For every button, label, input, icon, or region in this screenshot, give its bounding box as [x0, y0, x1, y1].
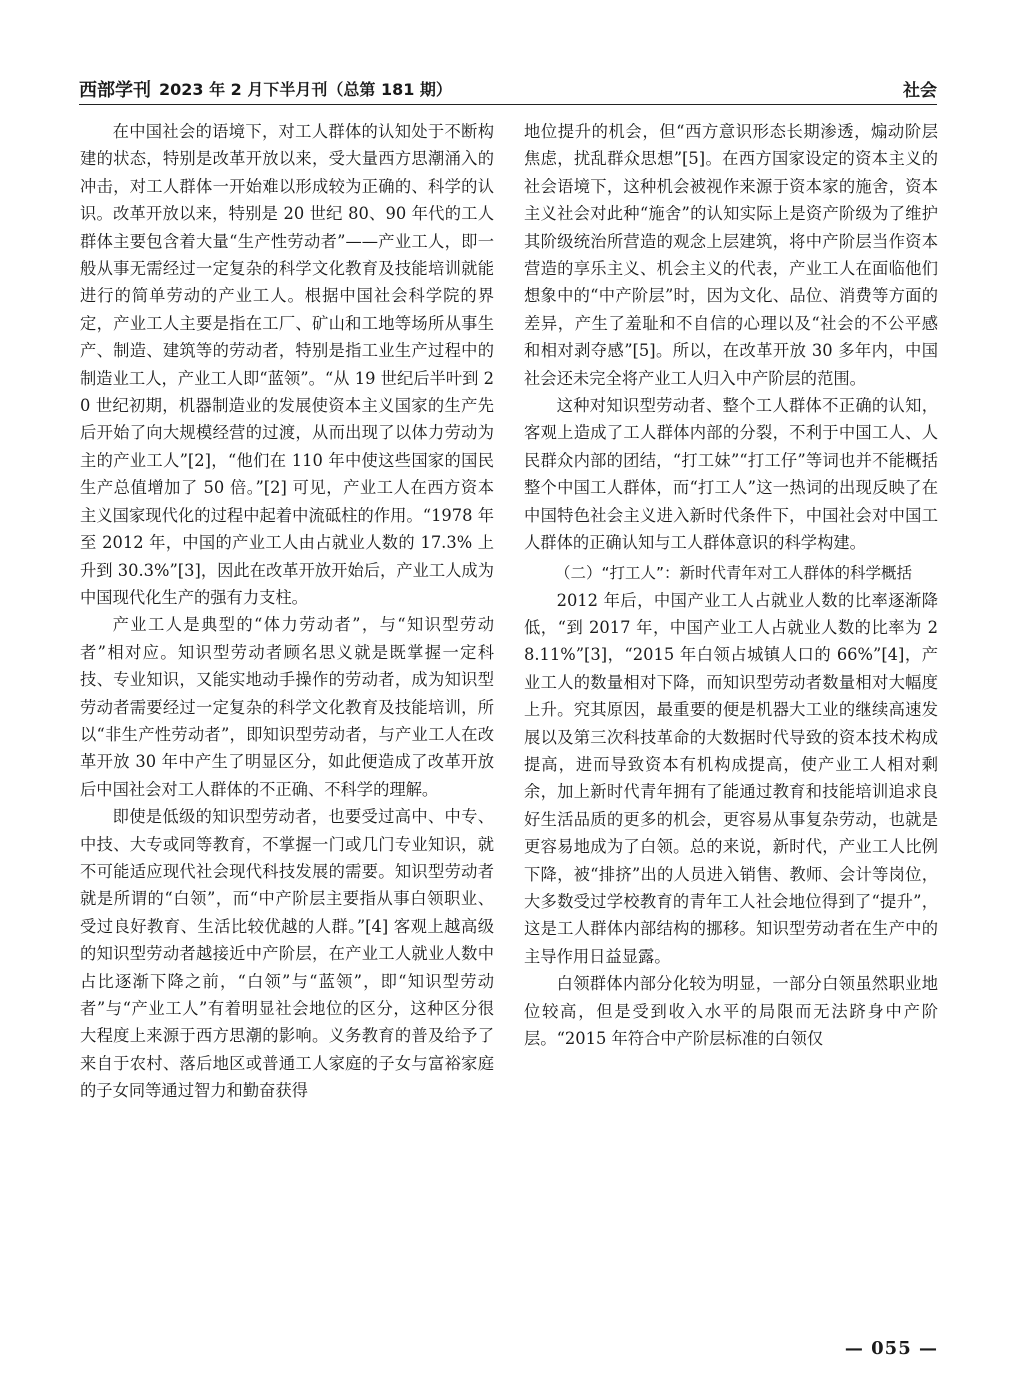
- paragraph: 这种对知识型劳动者、整个工人群体不正确的认知，客观上造成了工人群体内部的分裂，不利于中国工人、人民群众内部的团结，“打工妹”“打工仔”等词也并不能概括整个中国工人群体，而“打工人”这一热词的出现反映了在中国特色社会主义进入新时代条件下，中国社会对中国工人群体的正确认知与工人群体意识的科学构建。: [524, 396, 938, 553]
- section-name: 社会: [903, 81, 937, 101]
- section-heading: （二）“打工人”：新时代青年对工人群体的科学概括: [555, 563, 913, 582]
- left-column: [80, 118, 494, 1105]
- paragraph: 在中国社会的语境下，对工人群体的认知处于不断构建的状态，特别是改革开放以来，受大量西方思潮涌入的冲击，对工人群体一开始难以形成较为正确的、科学的认识。改革开放以来，特别是 20 世纪 80、90 年代的工人群体主要包含着大量“生产性劳动者”——产业工人，即一般从事无需经过一定复杂的科学文化教育及技能培训就能进行的简单劳动的产业工人。根据中国社会科学院的界定，产业工人主要是指在工厂、矿山和工地等场所从事生产、制造、建筑等的劳动者，特别是指工业生产过程中的制造业工人，产业工人即“蓝领”。“从 19 世纪后半叶到 20 世纪初期，机器制造业的发展使资本主义国家的生产先后开始了向大规模经营的过渡，从而出现了以体力劳动为主的产业工人”[2]，“他们在 110 年中使这些国家的国民生产总值增加了 50 倍。”[2] 可见，产业工人在西方资本主义国家现代化的过程中起着中流砥柱的作用。“1978 年至 2012 年，中国的产业工人由占就业人数的 17.3% 上升到 30.3%”[3]，因此在改革开放开始后，产业工人成为中国现代化生产的强有力支柱。: [80, 122, 494, 607]
- paragraph-continued: 地位提升的机会，但“西方意识形态长期渗透，煽动阶层焦虑，扰乱群众思想”[5]。在西方国家设定的资本主义的社会语境下，这种机会被视作来源于资本家的施舍，资本主义社会对此种“施舍”的认知实际上是资产阶级为了维护其阶级统治所营造的观念上层建筑，将中产阶层当作资本营造的享乐主义、机会主义的代表，产业工人在面临他们想象中的“中产阶层”时，因为文化、品位、消费等方面的差异，产生了羞耻和不自信的心理以及“社会的不公平感和相对剥夺感”[5]。所以，在改革开放 30 多年内，中国社会还未完全将产业工人归入中产阶层的范围。: [524, 122, 938, 388]
- paragraph: 即使是低级的知识型劳动者，也要受过高中、中专、中技、大专或同等教育，不掌握一门或几门专业知识，就不可能适应现代社会现代科技发展的需要。知识型劳动者就是所谓的“白领”，而“中产阶层主要指从事白领职业、受过良好教育、生活比较优越的人群。”[4] 客观上越高级的知识型劳动者越接近中产阶层，在产业工人就业人数中占比逐渐下降之前，“白领”与“蓝领”，即“知识型劳动者”与“产业工人”有着明显社会地位的区分，这种区分很大程度上来源于西方思潮的影响。义务教育的普及给予了来自于农村、落后地区或普通工人家庭的子女与富裕家庭的子女同等通过智力和勤奋获得: [80, 807, 494, 1101]
- paragraph: 白领群体内部分化较为明显，一部分白领虽然职业地位较高，但是受到收入水平的局限而无法跻身中产阶层。“2015 年符合中产阶层标准的白领仅: [524, 974, 938, 1048]
- journal-logo: 西部学刊: [79, 80, 151, 101]
- page-number: — 055 —: [844, 1338, 938, 1359]
- right-column: [524, 118, 938, 1052]
- issue-info: 2023 年 2 月下半月刊（总第 181 期）: [159, 80, 452, 99]
- paragraph: 产业工人是典型的“体力劳动者”，与“知识型劳动者”相对应。知识型劳动者顾名思义就是既掌握一定科技、专业知识，又能实地动手操作的劳动者，成为知识型劳动者需要经过一定复杂的科学文化教育及技能培训，所以“非生产性劳动者”，即知识型劳动者，与产业工人在改革开放 30 年中产生了明显区分，如此便造成了改革开放后中国社会对工人群体的不正确、不科学的理解。: [80, 615, 494, 799]
- paragraph: 2012 年后，中国产业工人占就业人数的比率逐渐降低，“到 2017 年，中国产业工人占就业人数的比率为 28.11%”[3]，“2015 年白领占城镇人口的 66%”[4]，产业工人的数量相对下降，而知识型劳动者数量相对大幅度上升。究其原因，最重要的便是机器大工业的继续高速发展以及第三次科技革命的大数据时代导致的资本技术构成提高，进而导致资本有机构成提高，使产业工人相对剩余，加上新时代青年拥有了能通过教育和技能培训追求良好生活品质的更多的机会，更容易从事复杂劳动，也就是更容易地成为了白领。总的来说，新时代，产业工人比例下降，被“排挤”出的人员进入销售、教师、会计等岗位，大多数受过学校教育的青年工人社会地位得到了“提升”，这是工人群体内部结构的挪移。知识型劳动者在生产中的主导作用日益显露。: [524, 590, 938, 966]
- running-header: [79, 68, 937, 105]
